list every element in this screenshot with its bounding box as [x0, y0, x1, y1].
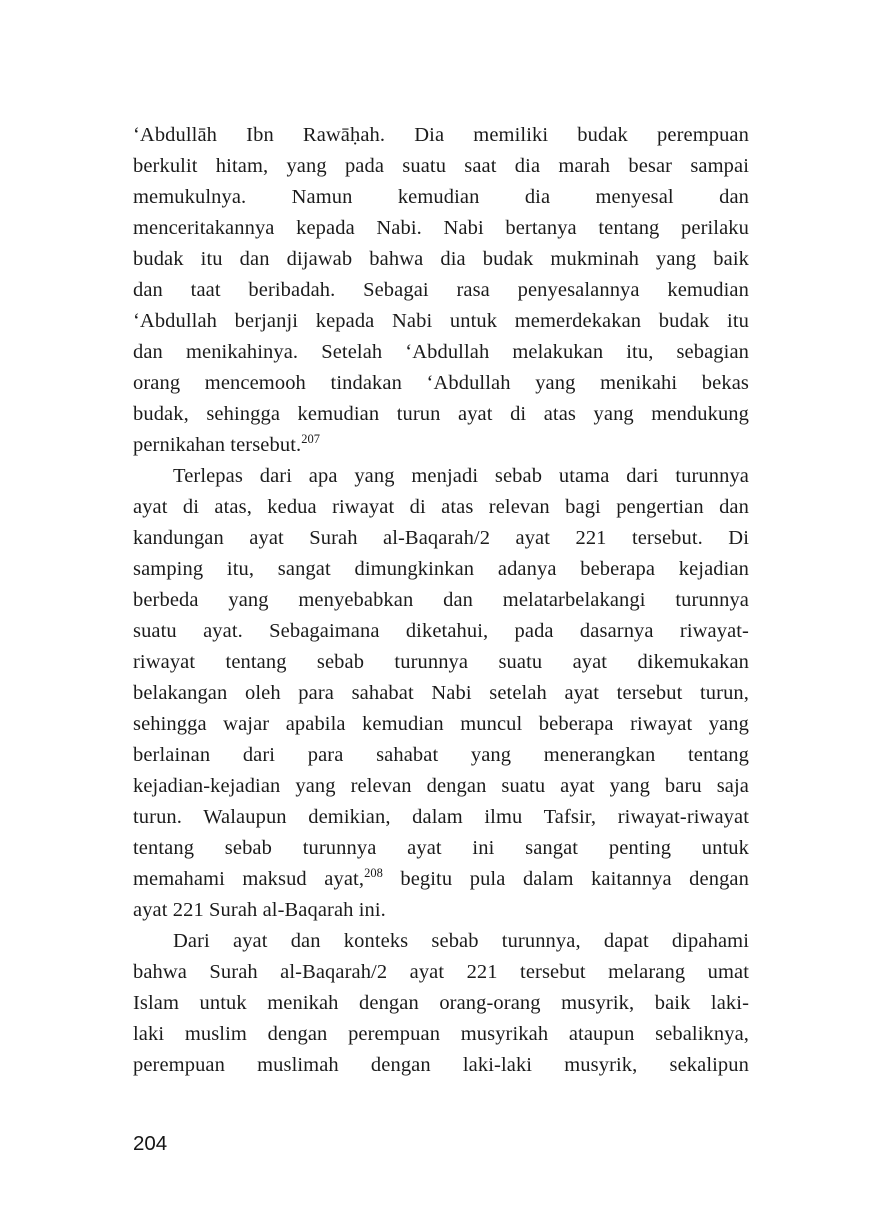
text-line: berbeda yang menyebabkan dan melatarbelakangi turunnya	[133, 589, 749, 611]
text-line: perempuan muslimah dengan laki-laki musyrik, sekalipun	[133, 1054, 749, 1076]
text-line: menceritakannya kepada Nabi. Nabi bertanya tentang perilaku	[133, 217, 749, 239]
text-line: berlainan dari para sahabat yang menerangkan tentang	[133, 744, 749, 766]
footnote-ref: 208	[364, 866, 383, 880]
text-line: kandungan ayat Surah al-Baqarah/2 ayat 221 tersebut. Di	[133, 527, 749, 549]
text-line: ‘Abdullāh Ibn Rawāḥah. Dia memiliki budak perempuan	[133, 124, 749, 146]
text-line: budak itu dan dijawab bahwa dia budak mukminah yang baik	[133, 248, 749, 270]
text-line: orang mencemooh tindakan ‘Abdullah yang menikahi bekas	[133, 372, 749, 394]
page-number: 204	[133, 1132, 168, 1155]
text-line: memukulnya. Namun kemudian dia menyesal dan	[133, 186, 749, 208]
text-line: budak, sehingga kemudian turun ayat di atas yang mendukung	[133, 403, 749, 425]
text-line: dan menikahinya. Setelah ‘Abdullah melakukan itu, sebagian	[133, 341, 749, 363]
text-line: ayat di atas, kedua riwayat di atas relevan bagi pengertian dan	[133, 496, 749, 518]
text-line: dan taat beribadah. Sebagai rasa penyesalannya kemudian	[133, 279, 749, 301]
body-text	[133, 120, 749, 1081]
text-line: berkulit hitam, yang pada suatu saat dia marah besar sampai	[133, 155, 749, 177]
text-line: pernikahan tersebut.$^{207}$	[133, 432, 320, 456]
text-line: riwayat tentang sebab turunnya suatu ayat dikemukakan	[133, 651, 749, 673]
text-line: Terlepas dari apa yang menjadi sebab utama dari turunnya	[173, 465, 749, 487]
text-line: belakangan oleh para sahabat Nabi setelah ayat tersebut turun,	[133, 682, 749, 704]
text-line: samping itu, sangat dimungkinkan adanya beberapa kejadian	[133, 558, 749, 580]
text-line: tentang sebab turunnya ayat ini sangat penting untuk	[133, 837, 749, 859]
text-line: bahwa Surah al-Baqarah/2 ayat 221 tersebut melarang umat	[133, 961, 749, 983]
text-line: sehingga wajar apabila kemudian muncul beberapa riwayat yang	[133, 713, 749, 735]
footnote-ref: 207	[301, 432, 320, 446]
text-line: memahami maksud ayat,$^{208}$ begitu pula dalam kaitannya dengan	[133, 866, 749, 890]
text-line: ayat 221 Surah al-Baqarah ini.	[133, 899, 386, 921]
text-line: Islam untuk menikah dengan orang-orang musyrik, baik laki-	[133, 992, 749, 1014]
text-line: ‘Abdullah berjanji kepada Nabi untuk memerdekakan budak itu	[133, 310, 749, 332]
text-line: laki muslim dengan perempuan musyrikah ataupun sebaliknya,	[133, 1023, 749, 1045]
text-line: Dari ayat dan konteks sebab turunnya, dapat dipahami	[173, 930, 749, 952]
text-line: turun. Walaupun demikian, dalam ilmu Tafsir, riwayat-riwayat	[133, 806, 749, 828]
text-line: suatu ayat. Sebagaimana diketahui, pada dasarnya riwayat-	[133, 620, 749, 642]
text-line: kejadian-kejadian yang relevan dengan suatu ayat yang baru saja	[133, 775, 749, 797]
